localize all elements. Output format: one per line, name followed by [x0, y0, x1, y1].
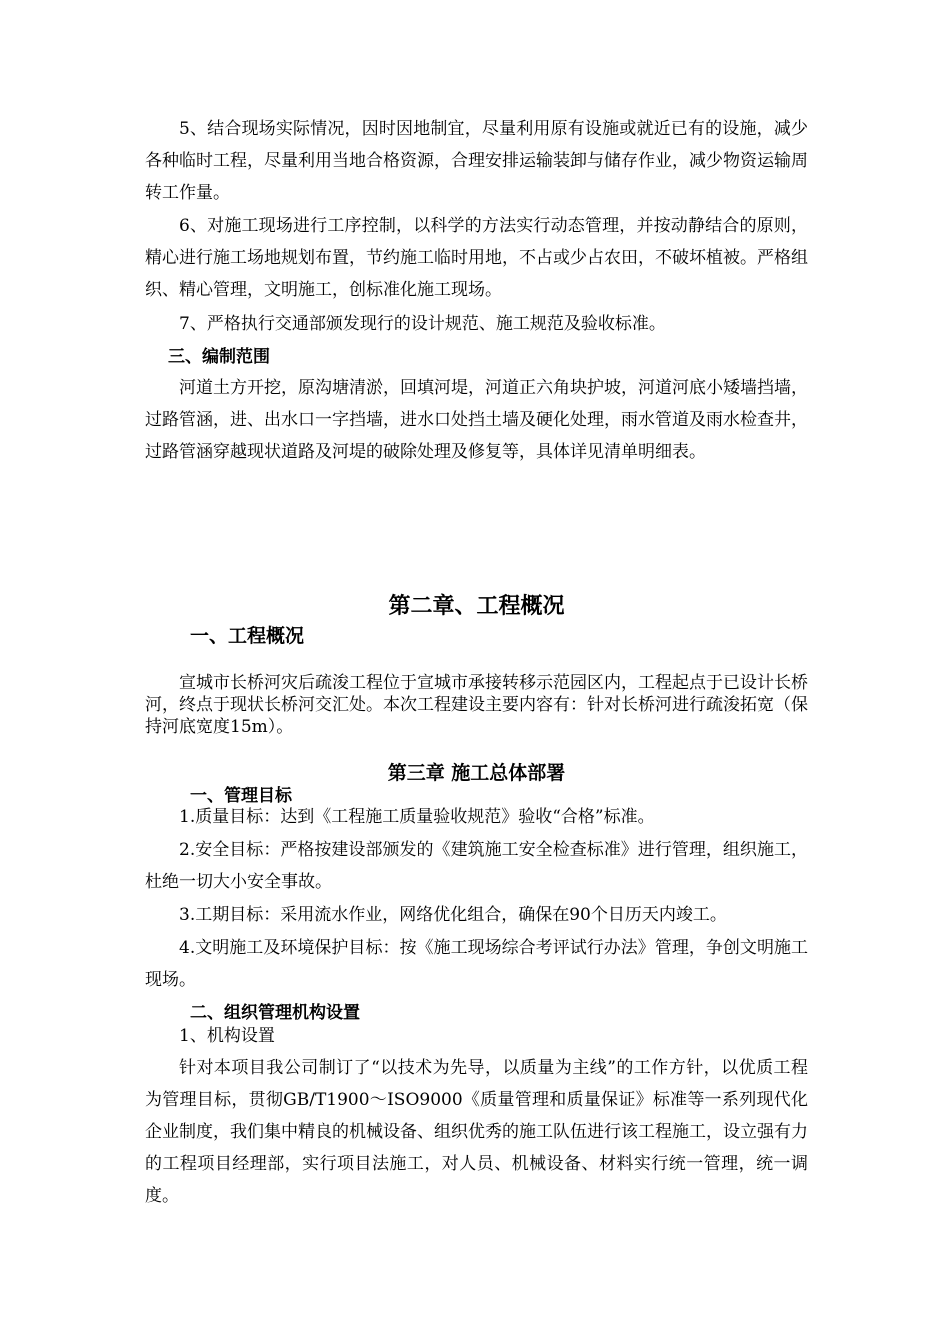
target-civilized: 4.文明施工及环境保护目标：按《施工现场综合考评试行办法》管理，争创文明施工现场。	[145, 938, 808, 990]
chapter2-body: 宣城市长桥河灾后疏浚工程位于宣城市承接转移示范园区内，工程起点于已设计长桥河，终点于现状长桥河交汇处。本次工程建设主要内容有：针对长桥河进行疏浚拓宽（保持河底宽度15m）。	[145, 673, 808, 737]
principle-item-5: 5、结合现场实际情况，因时因地制宜，尽量利用原有设施或就近已有的设施，减少各种临时工程，尽量利用当地合格资源，合理安排运输装卸与储存作业，减少物资运输周转工作量。	[145, 119, 808, 203]
org-body: 针对本项目我公司制订了“以技术为先导，以质量为主线”的工作方针，以优质工程为管理目标，贯彻GB/T1900～ISO9000《质量管理和质量保证》标准等一系列现代化企业制度，我们集中精良的机械设备、组织优秀的施工队伍进行该工程施工，设立强有力的工程项目经理部，实行项目法施工，对人员、机械设备、材料实行统一管理，统一调度。	[145, 1058, 808, 1206]
target-safety: 2.安全目标：严格按建设部颁发的《建筑施工安全检查标准》进行管理，组织施工，杜绝一切大小安全事故。	[145, 840, 808, 892]
principle-item-6: 6、对施工现场进行工序控制，以科学的方法实行动态管理，并按动静结合的原则，精心进行施工场地规划布置，节约施工临时用地，不占或少占农田，不破坏植被。严格组织、精心管理，文明施工，创标准化施工现场。	[145, 216, 808, 300]
principle-item-7: 7、严格执行交通部颁发现行的设计规范、施工规范及验收标准。	[179, 314, 666, 334]
chapter3-title: 第三章 施工总体部署	[387, 762, 566, 784]
org-subheading: 1、机构设置	[179, 1026, 275, 1046]
chapter2-title: 第二章、工程概况	[388, 594, 565, 619]
org-heading: 二、组织管理机构设置	[190, 1003, 360, 1023]
target-quality: 1.质量目标：达到《工程施工质量验收规范》验收“合格”标准。	[179, 807, 655, 827]
scope-heading: 三、编制范围	[168, 347, 270, 367]
target-schedule: 3.工期目标：采用流水作业，网络优化组合，确保在90个日历天内竣工。	[179, 905, 727, 925]
scope-body: 河道土方开挖，原沟塘清淤，回填河堤，河道正六角块护坡，河道河底小矮墙挡墙，过路管涵，进、出水口一字挡墙，进水口处挡土墙及硬化处理，雨水管道及雨水检查井，过路管涵穿越现状道路及河堤的破除处理及修复等，具体详见清单明细表。	[145, 378, 808, 462]
targets-heading: 一、管理目标	[190, 786, 292, 806]
chapter2-subheading: 一、工程概况	[190, 625, 305, 647]
